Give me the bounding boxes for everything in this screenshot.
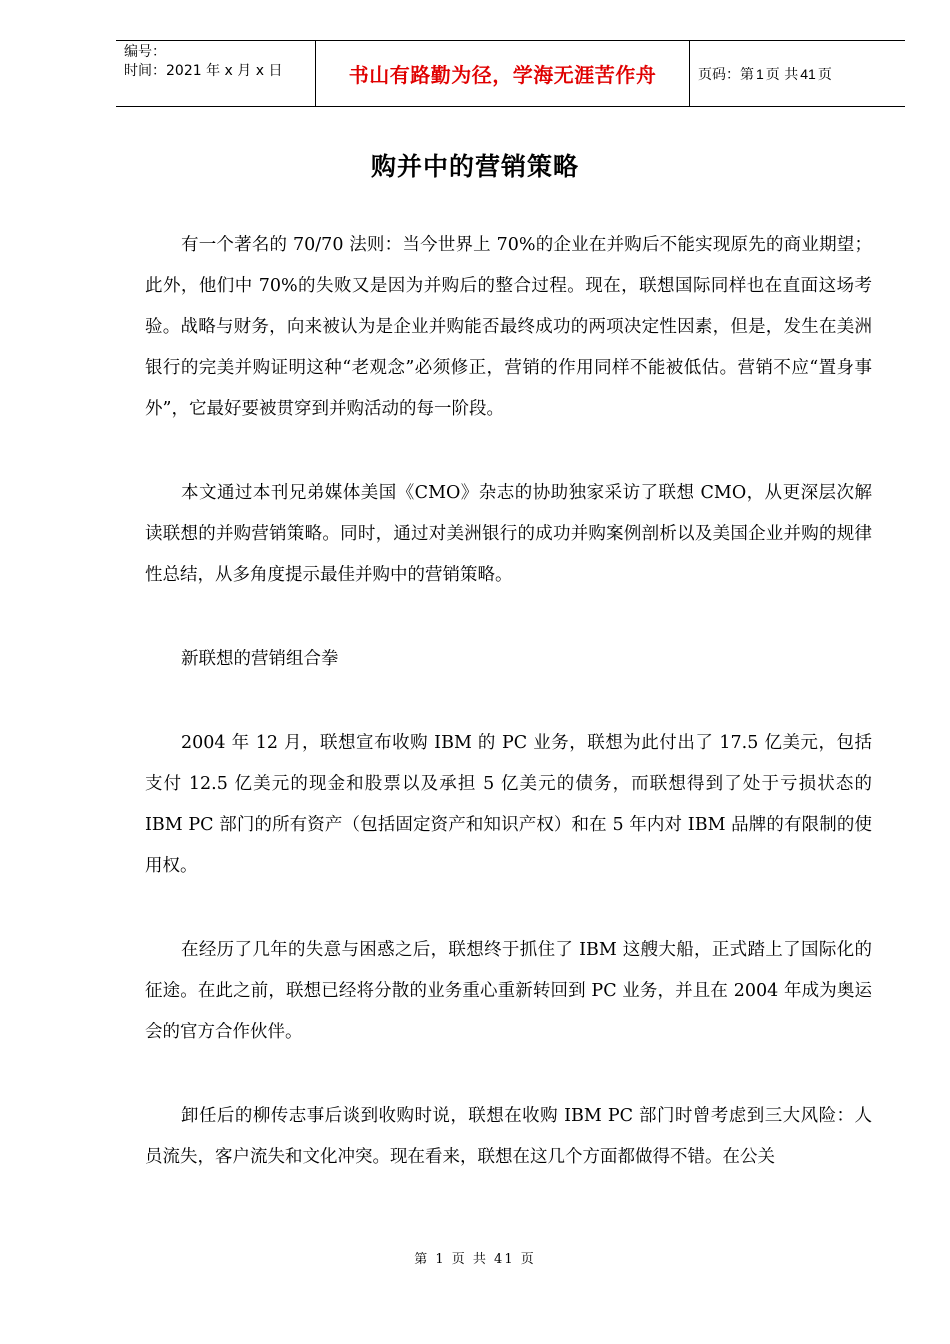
page-label-suffix: 页 — [817, 66, 832, 83]
page-current: 1 — [756, 65, 764, 82]
serial-label: 编号： — [124, 44, 166, 60]
page-header — [116, 40, 905, 107]
page-label-prefix: 页码：第 — [698, 66, 754, 83]
document-title: 购并中的营销策略 — [370, 152, 579, 181]
header-page-number — [690, 41, 905, 106]
paragraph: 2004 年 12 月，联想宣布收购 IBM 的 PC 业务，联想为此付出了 17.5 亿美元，包括支付 12.5 亿美元的现金和股票以及承担 5 亿美元的债务，而联想得到了处于亏损状态的 IBM PC 部门的所有资产（包括固定资产和知识产权）和在 5 年内对 IBM 品牌的有限制的使用权。 — [145, 733, 872, 876]
time-label: 时间：2021 年 x 月 x 日 — [124, 63, 283, 79]
document-body — [145, 225, 872, 1221]
header-motto: 书山有路勤为径，学海无涯苦作舟 — [316, 41, 690, 106]
page-total: 41 — [800, 65, 816, 82]
page-label-mid: 页 共 — [765, 66, 799, 83]
paragraph: 本文通过本刊兄弟媒体美国《CMO》杂志的协助独家采访了联想 CMO，从更深层次解读联想的并购营销策略。同时，通过对美洲银行的成功并购案例剖析以及美国企业并购的规律性总结，从多角度提示最佳并购中的营销策略。 — [145, 483, 872, 585]
section-heading: 新联想的营销组合拳 — [181, 649, 339, 669]
paragraph: 卸任后的柳传志事后谈到收购时说，联想在收购 IBM PC 部门时曾考虑到三大风险：人员流失，客户流失和文化冲突。现在看来，联想在这几个方面都做得不错。在公关 — [145, 1106, 872, 1167]
paragraph: 有一个著名的 70/70 法则：当今世界上 70%的企业在并购后不能实现原先的商业期望；此外，他们中 70%的失败又是因为并购后的整合过程。现在，联想国际同样也在直面这场考验。战略与财务，向来被认为是企业并购能否最终成功的两项决定性因素，但是，发生在美洲银行的完美并购证明这种“老观念”必须修正，营销的作用同样不能被低估。营销不应“置身事外”，它最好要被贯穿到并购活动的每一阶段。 — [145, 235, 872, 419]
paragraph: 在经历了几年的失意与困惑之后，联想终于抓住了 IBM 这艘大船，正式踏上了国际化的征途。在此之前，联想已经将分散的业务重心重新转回到 PC 业务，并且在 2004 年成为奥运会的官方合作伙伴。 — [145, 940, 872, 1042]
header-meta — [116, 41, 316, 106]
page-footer: 第 1 页 共 41 页 — [414, 1252, 536, 1267]
